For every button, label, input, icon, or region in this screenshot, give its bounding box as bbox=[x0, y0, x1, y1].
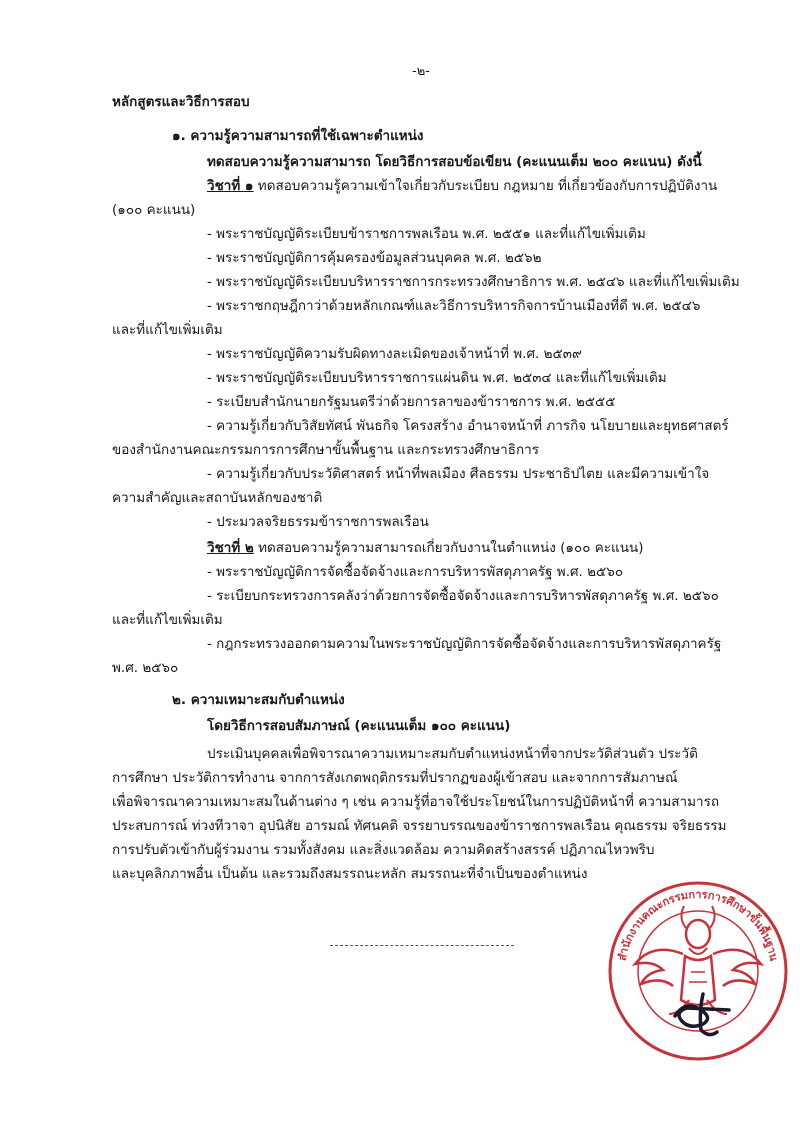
list-item: - กฎกระทรวงออกตามความในพระราชบัญญัติการจัดซื้อจัดจ้างและการบริหารพัสดุภาครัฐ bbox=[207, 636, 722, 652]
section2-subtitle: โดยวิธีการสอบสัมภาษณ์ (คะแนนเต็ม ๑๐๐ คะแนน) bbox=[207, 718, 511, 734]
section1-subtitle: ทดสอบความรู้ความสามารถ โดยวิธีการสอบข้อเขียน (คะแนนเต็ม ๒๐๐ คะแนน) ดังนี้ bbox=[207, 154, 702, 170]
subject2-line bbox=[207, 538, 643, 558]
list-item: - พระราชบัญญัติระเบียบบริหารราชการกระทรวงศึกษาธิการ พ.ศ. ๒๕๔๖ และที่แก้ไขเพิ่มเติม bbox=[207, 274, 740, 290]
paragraph-line: ประเมินบุคคลเพื่อพิจารณาความเหมาะสมกับตำแหน่งหน้าที่จากประวัติส่วนตัว ประวัติ bbox=[207, 746, 698, 762]
paragraph-line: เพื่อพิจารณาความเหมาะสมในด้านต่าง ๆ เช่น ความรู้ที่อาจใช้ประโยชน์ในการปฏิบัติหน้าที่ ความสามารถ bbox=[112, 794, 720, 810]
subject1-label: วิชาที่ ๑ bbox=[207, 178, 254, 194]
subject1-cont: (๑๐๐ คะแนน) bbox=[112, 202, 196, 218]
section1-title: ๑. ความรู้ความสามารถที่ใช้เฉพาะตำแหน่ง bbox=[172, 128, 424, 144]
list-item: - พระราชบัญญัติความรับผิดทางละเมิดของเจ้าหน้าที่ พ.ศ. ๒๕๓๙ bbox=[207, 346, 582, 362]
seal-text: สำนักงานคณะกรรมการการศึกษาขั้นพื้นฐาน bbox=[615, 887, 781, 963]
list-item: - ระเบียบสำนักนายกรัฐมนตรีว่าด้วยการลาของข้าราชการ พ.ศ. ๒๕๕๕ bbox=[207, 394, 616, 410]
list-item: - พระราชบัญญัติระเบียบบริหารราชการแผ่นดิน พ.ศ. ๒๕๓๔ และที่แก้ไขเพิ่มเติม bbox=[207, 370, 667, 386]
list-item-wrap: พ.ศ. ๒๕๖๐ bbox=[112, 660, 179, 676]
list-item-wrap: และที่แก้ไขเพิ่มเติม bbox=[112, 612, 223, 628]
list-item: - ประมวลจริยธรรมข้าราชการพลเรือน bbox=[207, 514, 429, 530]
end-divider bbox=[330, 945, 514, 946]
list-item: - ระเบียบกระทรวงการคลังว่าด้วยการจัดซื้อจัดจ้างและการบริหารพัสดุภาครัฐ พ.ศ. ๒๕๖๐ bbox=[207, 588, 719, 604]
list-item: - พระราชบัญญัติระเบียบข้าราชการพลเรือน พ.ศ. ๒๕๕๑ และที่แก้ไขเพิ่มเติม bbox=[207, 226, 646, 242]
subject2-label: วิชาที่ ๒ bbox=[207, 540, 254, 556]
paragraph-line: ประสบการณ์ ท่วงทีวาจา อุปนิสัย อารมณ์ ทัศนคติ จรรยาบรรณของข้าราชการพลเรือน คุณธรรม จริยธรรม bbox=[112, 818, 727, 834]
list-item: - พระราชบัญญัติการจัดซื้อจัดจ้างและการบริหารพัสดุภาครัฐ พ.ศ. ๒๕๖๐ bbox=[207, 564, 624, 580]
list-item-wrap: ความสำคัญและสถาบันหลักของชาติ bbox=[112, 490, 323, 506]
svg-text:สำนักงานคณะกรรมการการศึกษาขั้น bbox=[616, 888, 781, 962]
page-number: -๒- bbox=[412, 64, 430, 79]
list-item-wrap: และที่แก้ไขเพิ่มเติม bbox=[112, 322, 223, 338]
subject1-line bbox=[207, 176, 717, 196]
paragraph-line: และบุคลิกภาพอื่น เป็นต้น และรวมถึงสมรรถนะหลัก สมรรถนะที่จำเป็นของตำแหน่ง bbox=[112, 866, 588, 882]
list-item: - พระราชกฤษฎีกาว่าด้วยหลักเกณฑ์และวิธีการบริหารกิจการบ้านเมืองที่ดี พ.ศ. ๒๕๔๖ bbox=[207, 298, 701, 314]
paragraph-line: การศึกษา ประวัติการทำงาน จากการสังเกตพฤติกรรมที่ปรากฏของผู้เข้าสอบ และจากการสัมภาษณ์ bbox=[112, 770, 678, 786]
subject2-text: ทดสอบความรู้ความสามารถเกี่ยวกับงานในตำแหน่ง (๑๐๐ คะแนน) bbox=[253, 540, 644, 556]
main-title: หลักสูตรและวิธีการสอบ bbox=[112, 94, 250, 110]
list-item: - ความรู้เกี่ยวกับวิสัยทัศน์ พันธกิจ โครงสร้าง อำนาจหน้าที่ ภารกิจ นโยบายและยุทธศาสตร์ bbox=[207, 418, 729, 434]
section2-title: ๒. ความเหมาะสมกับตำแหน่ง bbox=[172, 692, 345, 708]
subject1-text: ทดสอบความรู้ความเข้าใจเกี่ยวกับระเบียบ กฎหมาย ที่เกี่ยวข้องกับการปฏิบัติงาน bbox=[253, 178, 718, 194]
garuda-seal-icon bbox=[603, 876, 793, 1066]
list-item: - ความรู้เกี่ยวกับประวัติศาสตร์ หน้าที่พลเมือง ศีลธรรม ประชาธิปไตย และมีความเข้าใจ bbox=[207, 466, 710, 482]
paragraph-line: การปรับตัวเข้ากับผู้ร่วมงาน รวมทั้งสังคม และสิ่งแวดล้อม ความคิดสร้างสรรค์ ปฏิภาณไหวพริบ bbox=[112, 842, 655, 858]
list-item-wrap: ของสำนักงานคณะกรรมการการศึกษาขั้นพื้นฐาน และกระทรวงศึกษาธิการ bbox=[112, 442, 539, 458]
list-item: - พระราชบัญญัติการคุ้มครองข้อมูลส่วนบุคคล พ.ศ. ๒๕๖๒ bbox=[207, 250, 542, 266]
